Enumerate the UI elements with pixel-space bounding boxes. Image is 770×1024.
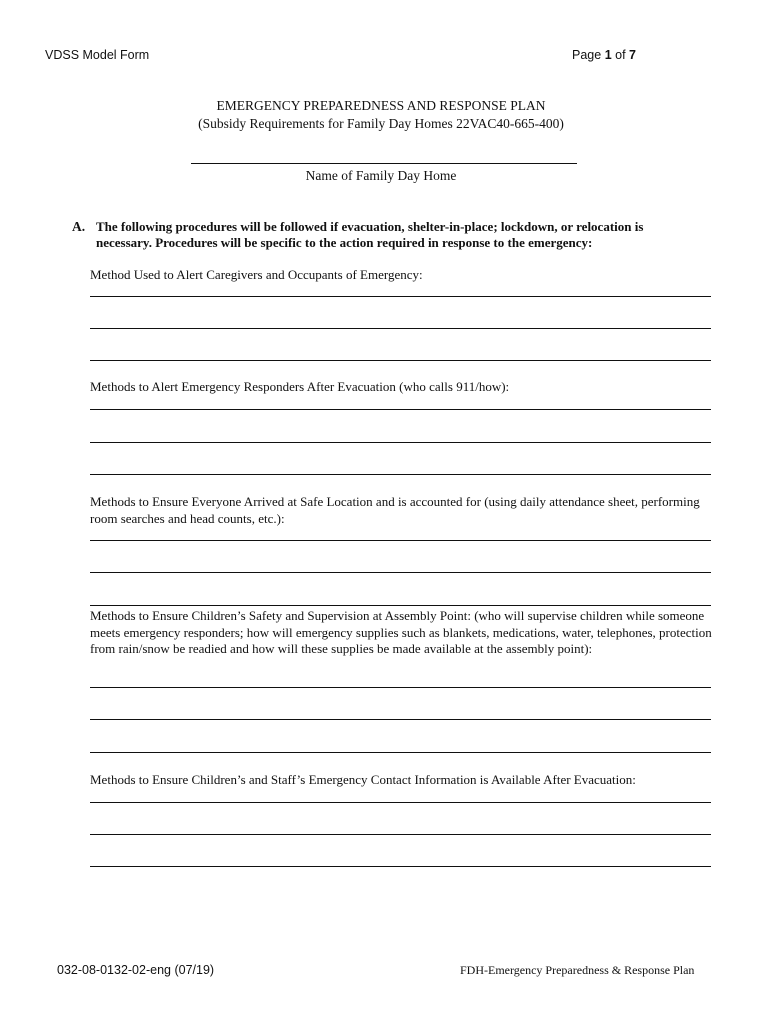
answer-line[interactable] — [90, 296, 711, 297]
page-word: Page — [572, 48, 602, 62]
page-indicator — [572, 48, 636, 62]
answer-line[interactable] — [90, 409, 711, 410]
answer-line[interactable] — [90, 605, 711, 606]
answer-line[interactable] — [90, 719, 711, 720]
page-of: of — [615, 48, 626, 62]
form-number: 032-08-0132-02-eng (07/19) — [57, 963, 215, 977]
section-letter: A. — [72, 219, 86, 234]
section-instructions: The following procedures will be followed if evacuation, shelter-in-place; lockdown, or relocation is necessary. Procedures will be specific to the action required in response to the emergency: — [96, 219, 644, 250]
prompt-alert-responders: Methods to Alert Emergency Responders After Evacuation (who calls 911/how): — [90, 379, 510, 394]
page-total: 7 — [629, 48, 636, 62]
name-field-label: Name of Family Day Home — [305, 168, 457, 183]
document-title: EMERGENCY PREPAREDNESS AND RESPONSE PLAN — [216, 98, 546, 113]
answer-line[interactable] — [90, 540, 711, 541]
answer-line[interactable] — [90, 474, 711, 475]
answer-line[interactable] — [90, 802, 711, 803]
answer-line[interactable] — [90, 572, 711, 573]
prompt-alert-caregivers: Method Used to Alert Caregivers and Occupants of Emergency: — [90, 267, 423, 282]
prompt-contact-information: Methods to Ensure Children’s and Staff’s Emergency Contact Information is Available After Evacuation: — [90, 772, 636, 787]
page-current: 1 — [604, 48, 612, 62]
document-subtitle: (Subsidy Requirements for Family Day Homes 22VAC40-665-400) — [198, 116, 564, 131]
answer-line[interactable] — [90, 834, 711, 835]
answer-line[interactable] — [90, 866, 711, 867]
form-name: VDSS Model Form — [45, 48, 150, 62]
answer-line[interactable] — [90, 360, 711, 361]
footer-document-title: FDH-Emergency Preparedness & Response Plan — [460, 963, 695, 977]
answer-line[interactable] — [90, 328, 711, 329]
prompt-safe-location: Methods to Ensure Everyone Arrived at Safe Location and is accounted for (using daily attendance sheet, performing room searches and head counts, etc.): — [90, 494, 700, 526]
answer-line[interactable] — [90, 687, 711, 688]
prompt-assembly-point: Methods to Ensure Children’s Safety and Supervision at Assembly Point: (who will supervise children while someone meets emergency responders; how will emergency supplies such as blankets, medications, water, telephones, protection from rain/snow be readied and how will these supplies be made available at the assembly point): — [90, 608, 712, 656]
family-day-home-name-field[interactable] — [191, 163, 577, 164]
answer-line[interactable] — [90, 442, 711, 443]
answer-line[interactable] — [90, 752, 711, 753]
